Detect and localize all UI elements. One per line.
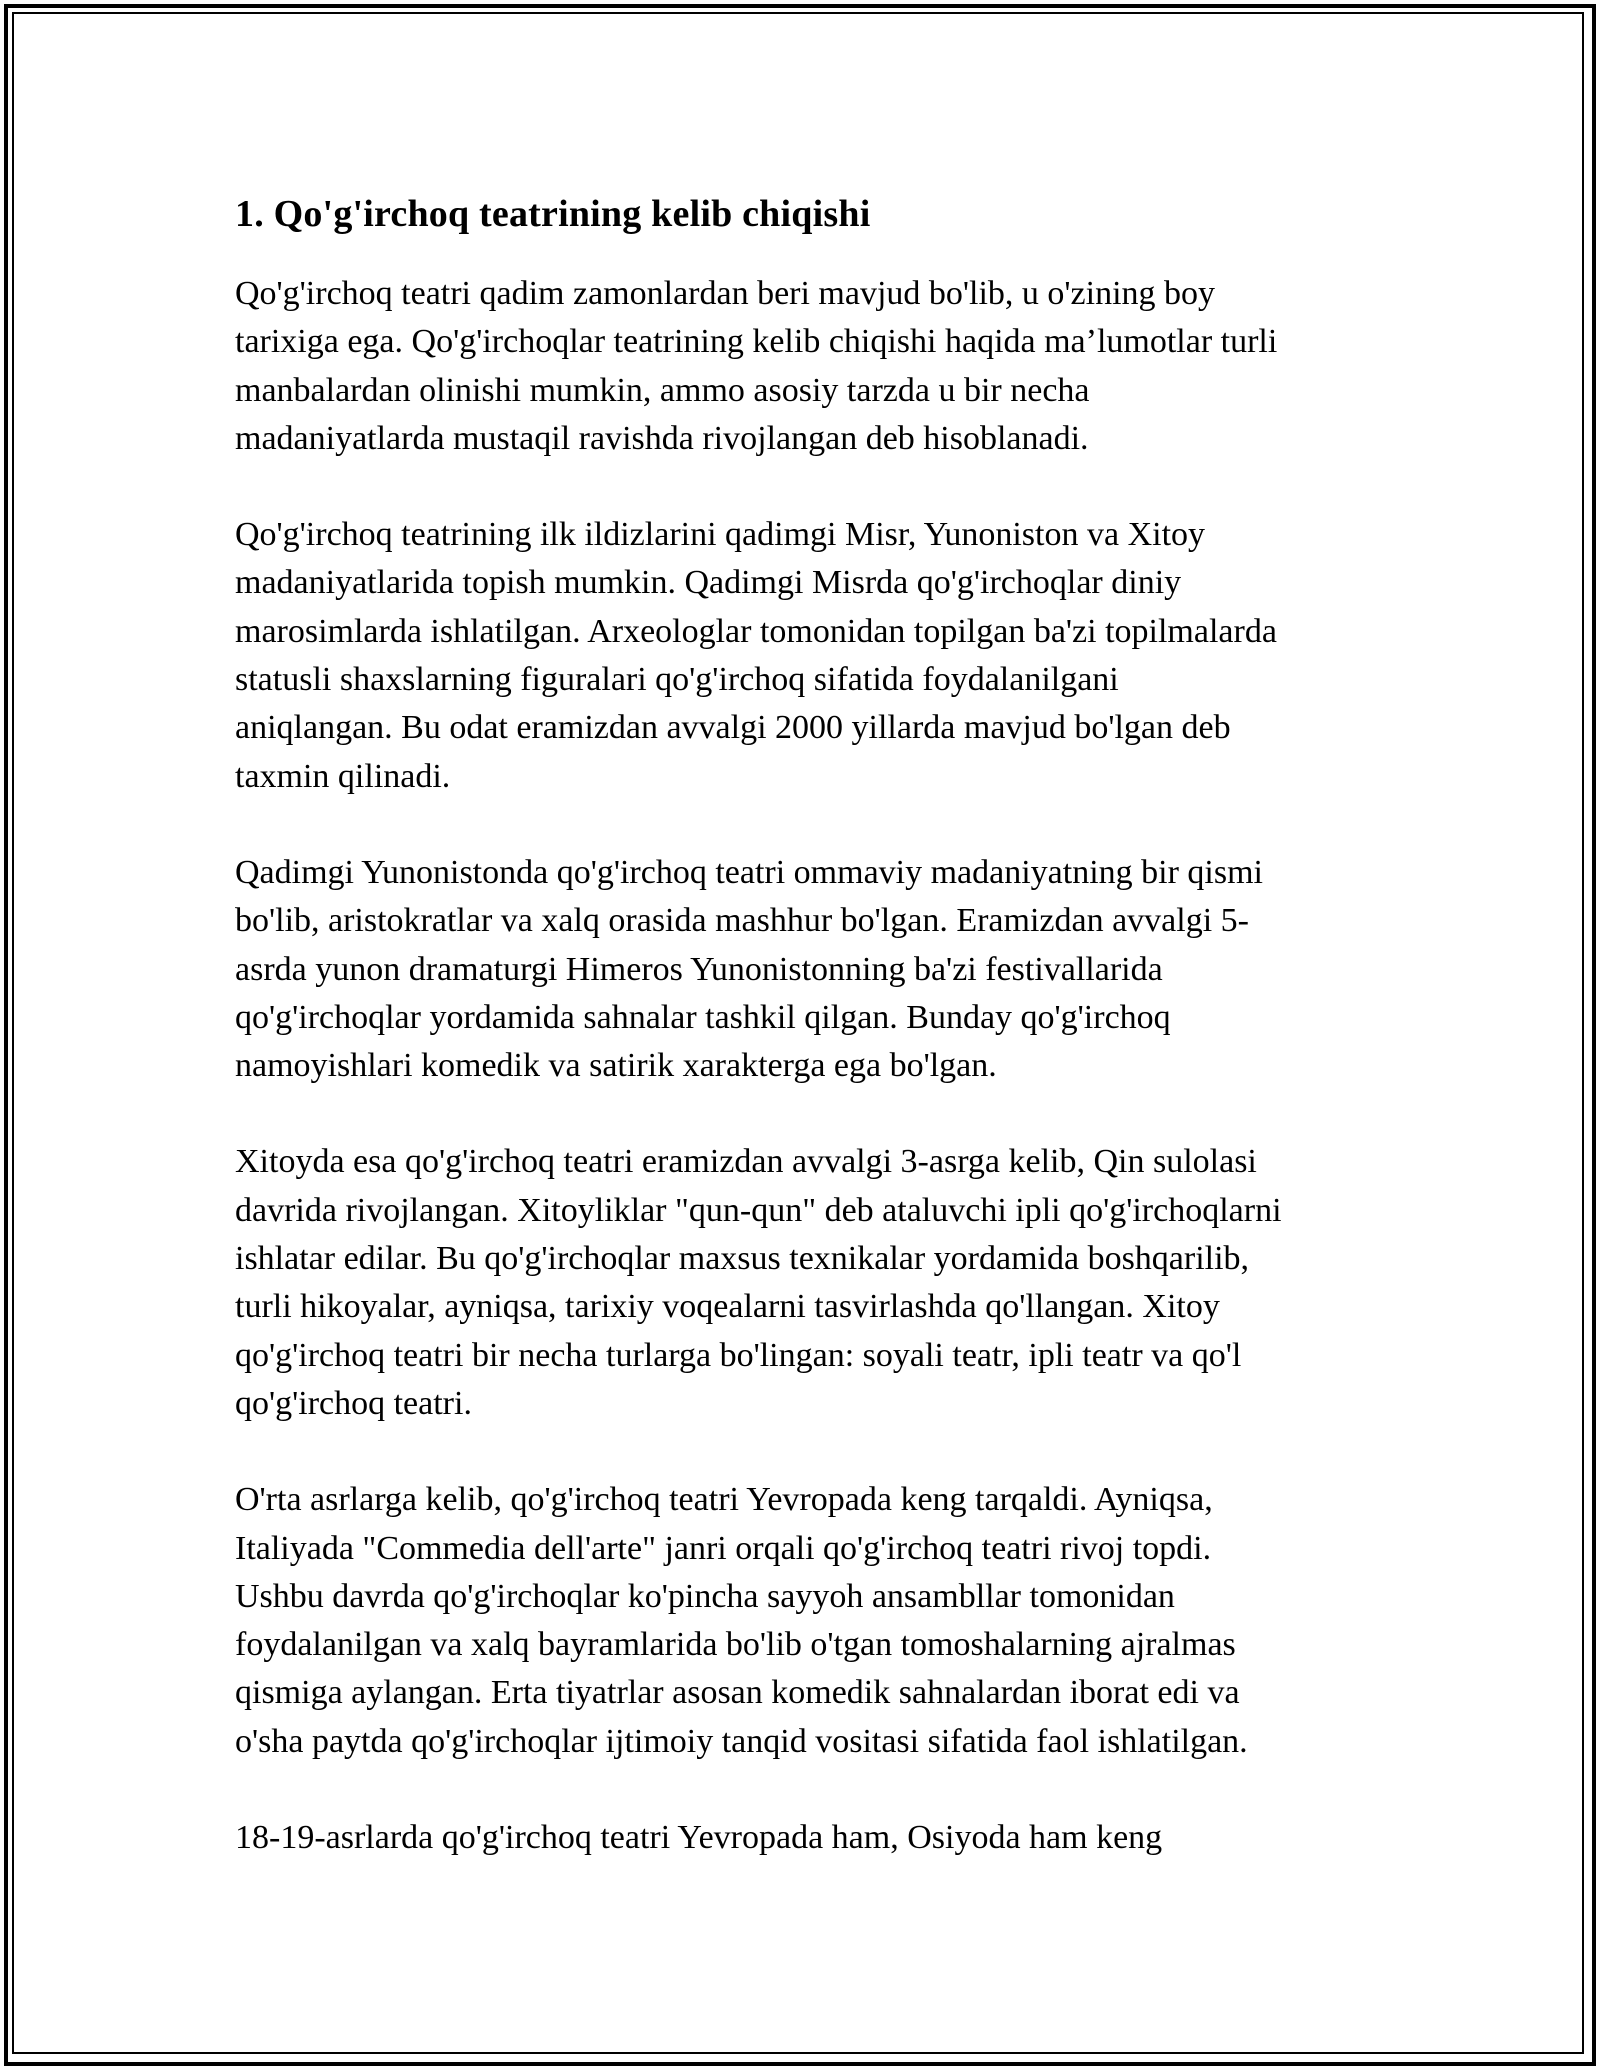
text-line: qo'g'irchoq teatri bir necha turlarga bo'lingan: soyali teatr, ipli teatr va qo'l bbox=[235, 1336, 1242, 1374]
text-line: Qadimgi Yunonistonda qo'g'irchoq teatri ommaviy madaniyatning bir qismi bbox=[235, 853, 1264, 891]
text-line: tarixiga ega. Qo'g'irchoqlar teatrining kelib chiqishi haqida ma’lumotlar turli bbox=[235, 323, 1278, 361]
text-line: Italiyada "Commedia dell'arte" janri orqali qo'g'irchoq teatri rivoj topdi. bbox=[235, 1529, 1212, 1567]
paragraph-5 bbox=[235, 1476, 1375, 1766]
paragraph-4 bbox=[235, 1138, 1375, 1428]
text-line: manbalardan olinishi mumkin, ammo asosiy tarzda u bir necha bbox=[235, 371, 1090, 409]
text-line: O'rta asrlarga kelib, qo'g'irchoq teatri Yevropada keng tarqaldi. Ayniqsa, bbox=[235, 1481, 1213, 1519]
text-line: 18-19-asrlarda qo'g'irchoq teatri Yevropada ham, Osiyoda ham keng bbox=[235, 1819, 1163, 1857]
document-body bbox=[235, 186, 1375, 1910]
text-line: namoyishlari komedik va satirik xarakterga ega bo'lgan. bbox=[235, 1047, 997, 1085]
text-line: o'sha paytda qo'g'irchoqlar ijtimoiy tanqid vositasi sifatida faol ishlatilgan. bbox=[235, 1722, 1248, 1760]
section-heading: 1. Qo'g'irchoq teatrining kelib chiqishi bbox=[235, 193, 871, 235]
text-line: qismiga aylangan. Erta tiyatrlar asosan komedik sahnalardan iborat edi va bbox=[235, 1674, 1240, 1712]
text-line: qo'g'irchoq teatri. bbox=[235, 1384, 472, 1422]
paragraph-2 bbox=[235, 511, 1375, 801]
text-line: turli hikoyalar, ayniqsa, tarixiy voqealarni tasvirlashda qo'llangan. Xitoy bbox=[235, 1288, 1220, 1326]
text-line: aniqlangan. Bu odat eramizdan avvalgi 2000 yillarda mavjud bo'lgan deb bbox=[235, 709, 1231, 747]
text-line: madaniyatlarida topish mumkin. Qadimgi Misrda qo'g'irchoqlar diniy bbox=[235, 564, 1182, 602]
text-line: davrida rivojlangan. Xitoyliklar "qun-qun" deb ataluvchi ipli qo'g'irchoqlarni bbox=[235, 1191, 1282, 1229]
text-line: marosimlarda ishlatilgan. Arxeologlar tomonidan topilgan ba'zi topilmalarda bbox=[235, 612, 1277, 650]
paragraph-3 bbox=[235, 849, 1375, 1090]
text-line: Qo'g'irchoq teatri qadim zamonlardan beri mavjud bo'lib, u o'zining boy bbox=[235, 275, 1216, 312]
text-line: bo'lib, aristokratlar va xalq orasida mashhur bo'lgan. Eramizdan avvalgi 5- bbox=[235, 902, 1249, 940]
paragraph-6 bbox=[235, 1814, 1375, 1862]
text-line: taxmin qilinadi. bbox=[235, 757, 451, 795]
text-line: foydalanilgan va xalq bayramlarida bo'lib o'tgan tomoshalarning ajralmas bbox=[235, 1626, 1236, 1664]
paragraph-1 bbox=[235, 270, 1375, 463]
text-line: qo'g'irchoqlar yordamida sahnalar tashkil qilgan. Bunday qo'g'irchoq bbox=[235, 998, 1171, 1036]
text-line: asrda yunon dramaturgi Himeros Yunonistonning ba'zi festivallarida bbox=[235, 950, 1163, 988]
text-line: statusli shaxslarning figuralari qo'g'irchoq sifatida foydalanilgani bbox=[235, 661, 1119, 699]
text-line: ishlatar edilar. Bu qo'g'irchoqlar maxsus texnikalar yordamida boshqarilib, bbox=[235, 1240, 1250, 1278]
text-line: Qo'g'irchoq teatrining ilk ildizlarini qadimgi Misr, Yunoniston va Xitoy bbox=[235, 516, 1206, 554]
text-line: Xitoyda esa qo'g'irchoq teatri eramizdan avvalgi 3-asrga kelib, Qin sulolasi bbox=[235, 1143, 1257, 1181]
text-line: Ushbu davrda qo'g'irchoqlar ko'pincha sayyoh ansambllar tomonidan bbox=[235, 1577, 1175, 1615]
text-line: madaniyatlarda mustaqil ravishda rivojlangan deb hisoblanadi. bbox=[235, 419, 1089, 457]
